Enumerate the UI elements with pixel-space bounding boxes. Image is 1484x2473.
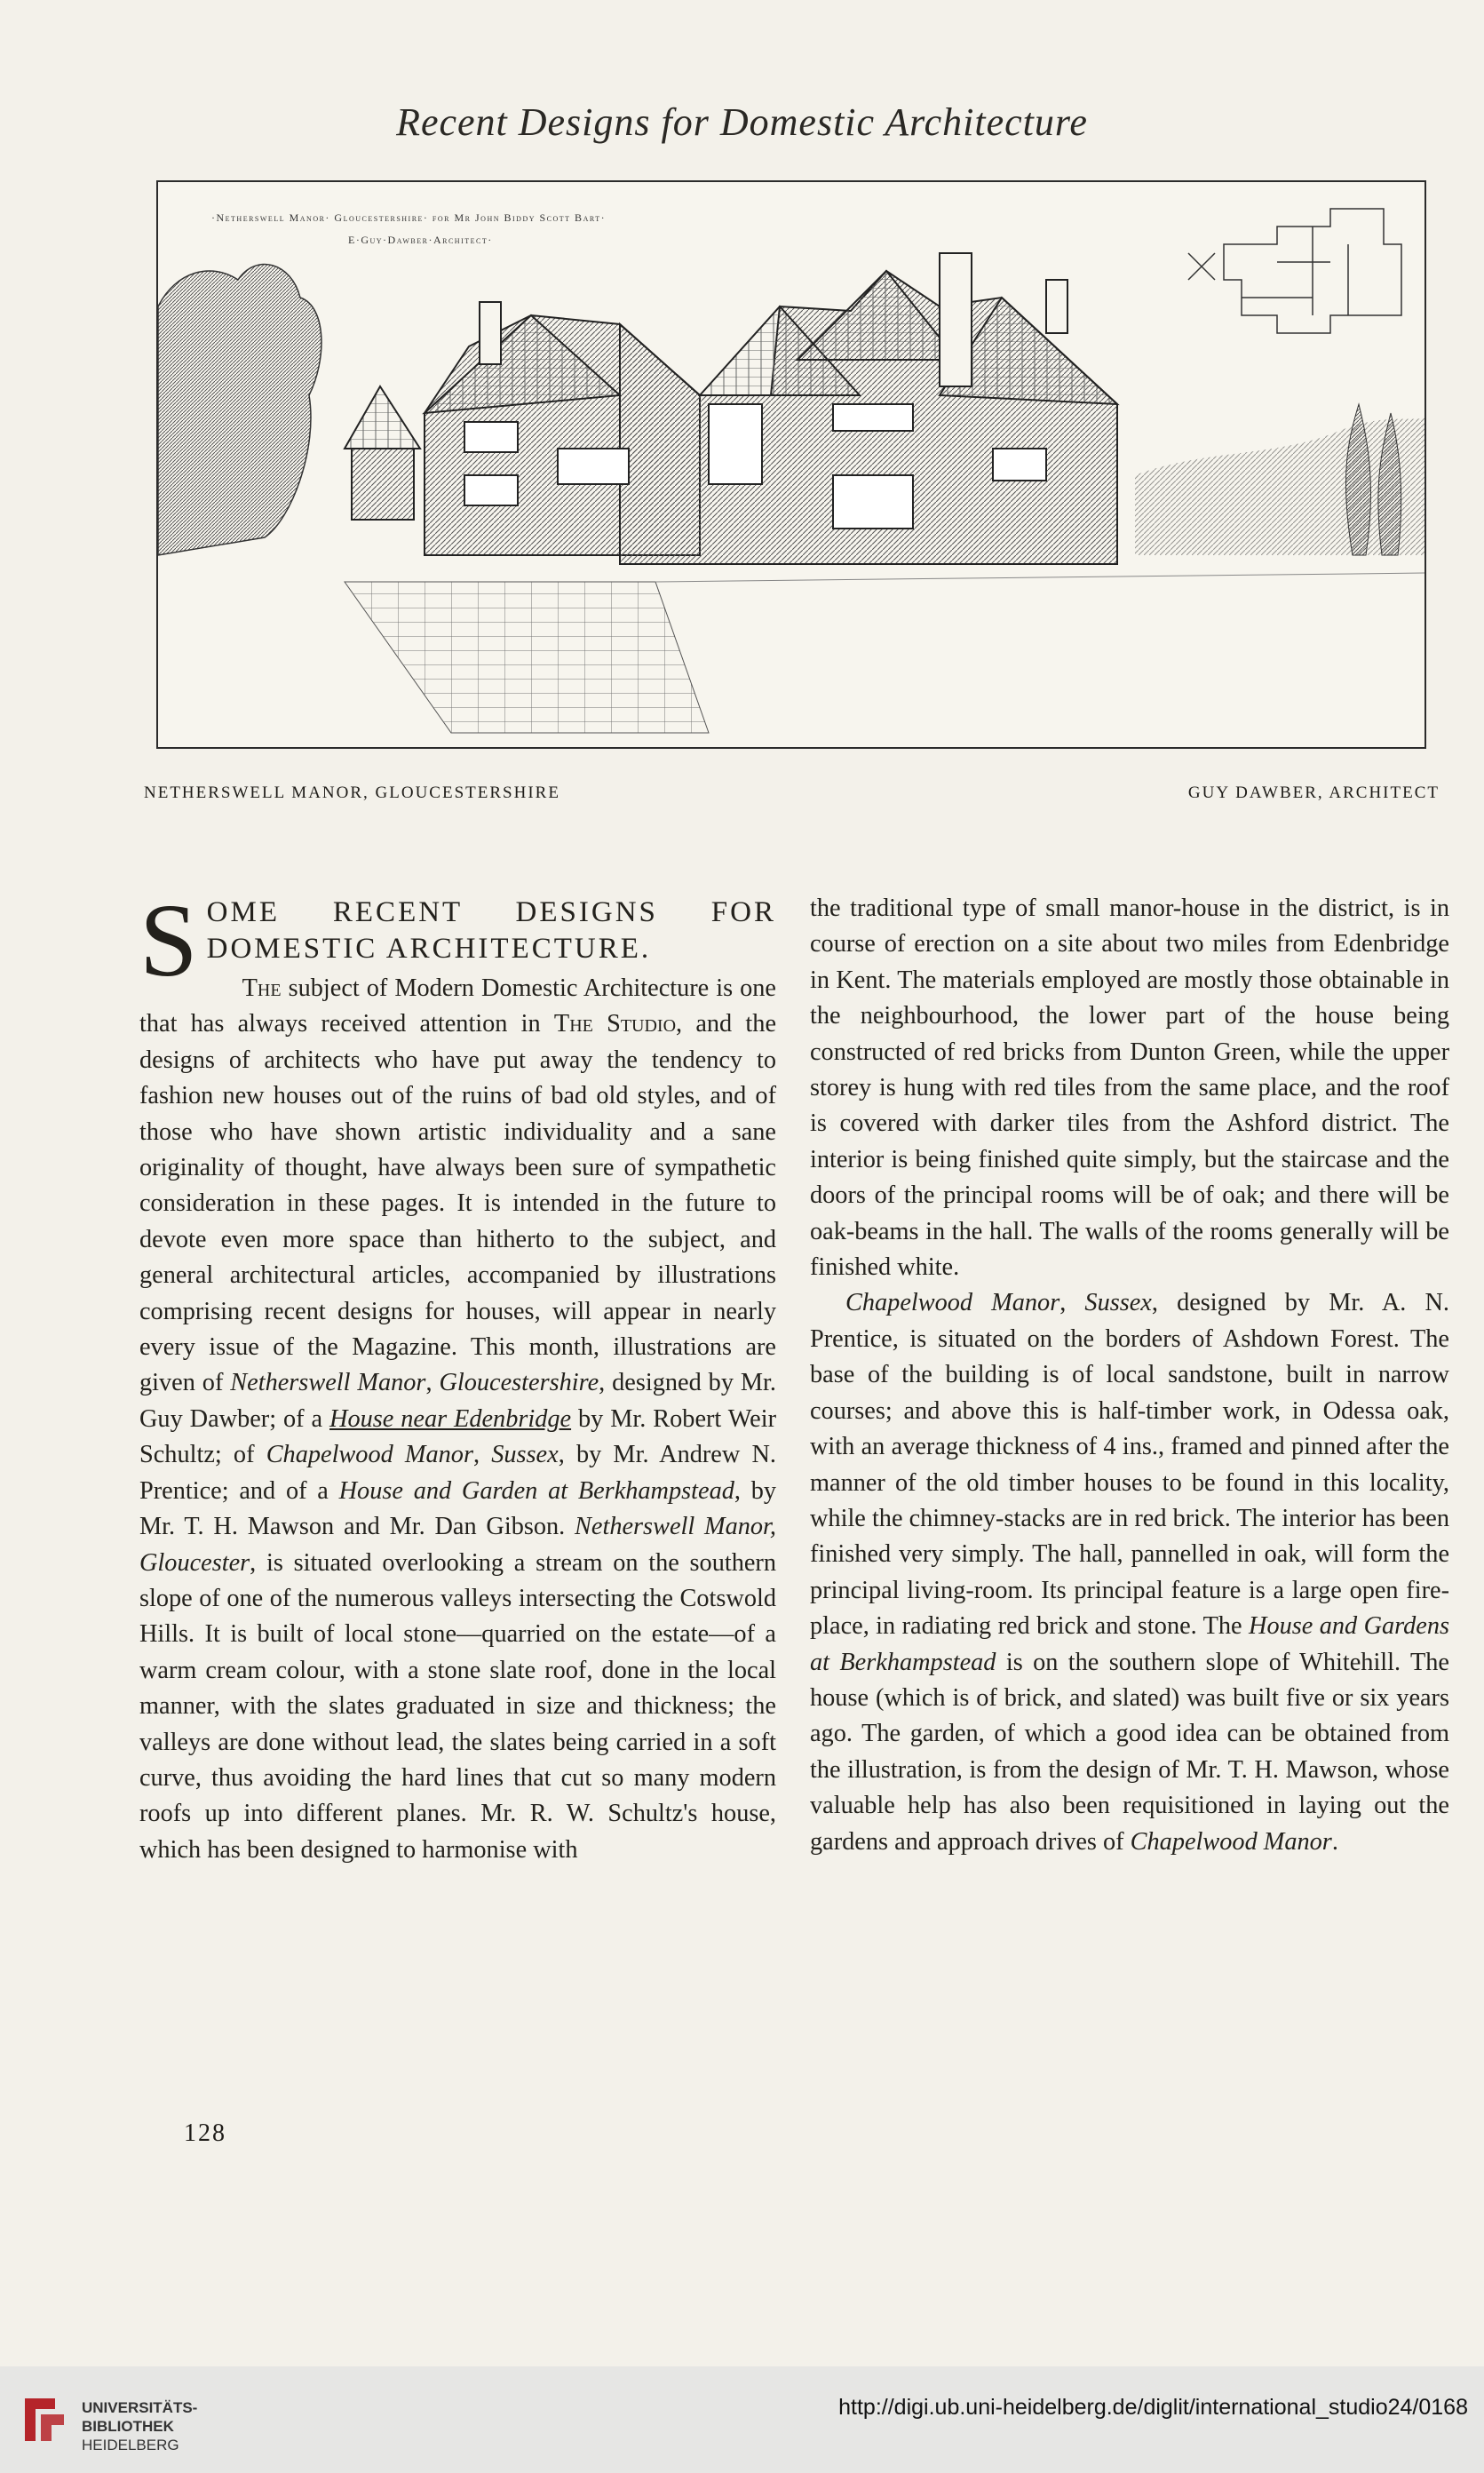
source-url-link[interactable]: http://digi.ub.uni-heidelberg.de/diglit/international_studio24/0168 — [838, 2395, 1468, 2420]
library-logo-icon — [16, 2391, 73, 2448]
article-title — [139, 891, 776, 967]
article-column-right — [810, 891, 1449, 1860]
plate-inscription-architect: E·Guy·Dawber·Architect· — [348, 234, 493, 246]
drop-cap: S — [139, 882, 198, 998]
running-header: Recent Designs for Domestic Architecture — [396, 100, 1088, 144]
manor-drawing — [158, 182, 1426, 749]
paragraph-schultz-house: the traditional type of small manor-house in the district, is in course of erection on a site about two miles from Edenbridge in Kent. The materials employed are mostly those obtainable in the neighbourhood, the lower part of the house being constructed of red bricks from Dunton Green, while the upper storey is hung with red tiles from the same place, and the roof is covered with darker tiles from the Ashford district. The interior is being finished quite simply, but the staircase and the doors of the principal rooms will be of oak; and there will be oak-beams in the hall. The walls of the rooms generally will be finished white. — [810, 895, 1449, 1282]
article-title-line1: OME RECENT DESIGNS FOR — [206, 896, 776, 928]
magazine-name: The Studio — [553, 1010, 677, 1038]
library-name: UNIVERSITÄTS- BIBLIOTHEK HEIDELBERG — [82, 2399, 198, 2453]
architectural-illustration — [156, 180, 1426, 749]
plate-caption-architect: GUY DAWBER, ARCHITECT — [1187, 783, 1440, 802]
digitization-footer — [0, 2366, 1484, 2473]
page-number: 128 — [184, 2119, 226, 2147]
lead-word: The — [242, 974, 282, 1002]
article-title-line2: DOMESTIC ARCHITECTURE. — [206, 933, 652, 965]
plate-inscription: ·Netherswell Manor· Gloucestershire· for Mr John Biddy Scott Bart· — [211, 211, 607, 224]
article-column-left — [139, 882, 777, 1868]
paragraph-chapelwood: Chapelwood Manor, Sussex, designed by Mr. A. N. Prentice, is situated on the borders of Ashdown Forest. The base of the building is of local sandstone, built in narrow courses; and above this is half-timber work, in Odessa oak, with an average thickness of 4 ins., framed and pinned after the manner of the old timber houses to be found in this locality, while the chimney-stacks are in red brick. The interior has been finished very simply. The hall, pannelled in oak, will form the principal living-room. Its principal feature is a large open fire-place, in radiating red brick and stone. The House and Gardens at Berkhampstead is on the southern slope of Whitehill. The house (which is of brick, and slated) was built five or six years ago. The garden, of which a good idea can be obtained from the illustration, is from the design of Mr. T. H. Mawson, whose valuable help has also been requisitioned in laying out the gardens and approach drives of Chapelwood Manor. — [810, 1289, 1450, 1856]
plate-caption-title: NETHERSWELL MANOR, GLOUCESTERSHIRE — [144, 783, 560, 802]
paragraph-intro: The subject of Modern Domestic Architecture is one that has always received attention in The Studio, and the designs of architects who have put away the tendency to fashion new houses out of the ruins of bad old styles, and of those who have shown artistic individuality and a sane originality of thought, have always been sure of sympathetic consideration in these pages. It is intended in the future to devote even more space than hitherto to the subject, and general architectural articles, accompanied by illustrations comprising recent designs for houses, will appear in nearly every issue of the Magazine. This month, illustrations are given of Netherswell Manor, Gloucestershire, designed by Mr. Guy Dawber; of a House near Edenbridge by Mr. Robert Weir Schultz; of Chapelwood Manor, Sussex, by Mr. Andrew N. Prentice; and of a House and Garden at Berkhampstead, by Mr. T. H. Mawson and Mr. Dan Gibson. Netherswell Manor, Gloucester, is situated overlooking a stream on the southern slope of one of the numerous valleys intersecting the Cotswold Hills. It is built of local stone—quarried on the estate—of a warm cream colour, with a stone slate roof, done in the local manner, with the slates graduated in size and thickness; the valleys are done without lead, the slates being carried in a soft curve, thus avoiding the hard lines that cut so many modern roofs up into different planes. Mr. R. W. Schultz's house, which has been designed to harmonise with — [139, 974, 777, 1864]
